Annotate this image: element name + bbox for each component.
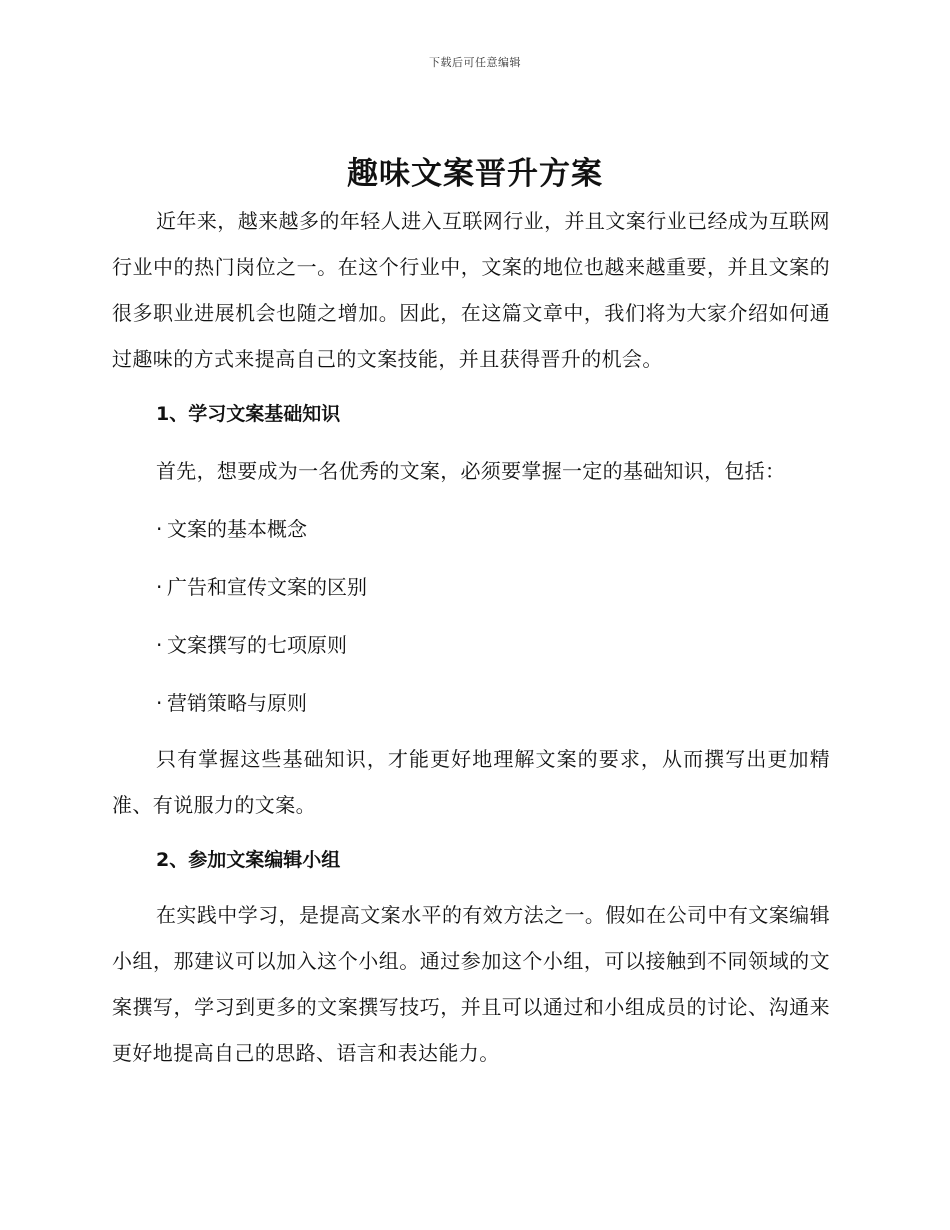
list-item-text: 广告和宣传文案的区别 bbox=[167, 575, 367, 599]
bullet-dot: · bbox=[156, 691, 163, 715]
section-heading-2: 2、参加文案编辑小组 bbox=[156, 849, 341, 871]
section1-closing-paragraph: 只有掌握这些基础知识，才能更好地理解文案的要求，从而撰写出更加精准、有说服力的文案。 bbox=[112, 747, 830, 817]
section2-paragraph: 在实践中学习，是提高文案水平的有效方法之一。假如在公司中有文案编辑小组，那建议可以加入这个小组。通过参加这个小组，可以接触到不同领域的文案撰写，学习到更多的文案撰写技巧，并且可以通过和小组成员的讨论、沟通来更好地提高自己的思路、语言和表达能力。 bbox=[112, 903, 830, 1065]
list-item bbox=[112, 500, 830, 558]
list-item bbox=[112, 616, 830, 674]
bullet-dot: · bbox=[156, 633, 163, 657]
bullet-dot: · bbox=[156, 517, 163, 541]
list-item-text: 文案撰写的七项原则 bbox=[167, 633, 347, 657]
list-item-text: 营销策略与原则 bbox=[167, 691, 307, 715]
list-item-text: 文案的基本概念 bbox=[167, 517, 307, 541]
list-item bbox=[112, 558, 830, 616]
document-title: 趣味文案晋升方案 bbox=[347, 156, 603, 192]
intro-paragraph: 近年来，越来越多的年轻人进入互联网行业，并且文案行业已经成为互联网行业中的热门岗位之一。在这个行业中，文案的地位也越来越重要，并且文案的很多职业进展机会也随之增加。因此，在这篇文章中，我们将为大家介绍如何通过趣味的方式来提高自己的文案技能，并且获得晋升的机会。 bbox=[112, 209, 830, 371]
document-body bbox=[112, 198, 830, 1076]
section1-lead: 首先，想要成为一名优秀的文案，必须要掌握一定的基础知识，包括： bbox=[156, 459, 786, 483]
bullet-dot: · bbox=[156, 575, 163, 599]
header-note: 下载后可任意编辑 bbox=[429, 56, 521, 69]
section-heading-1: 1、学习文案基础知识 bbox=[156, 403, 341, 425]
list-item bbox=[112, 674, 830, 732]
